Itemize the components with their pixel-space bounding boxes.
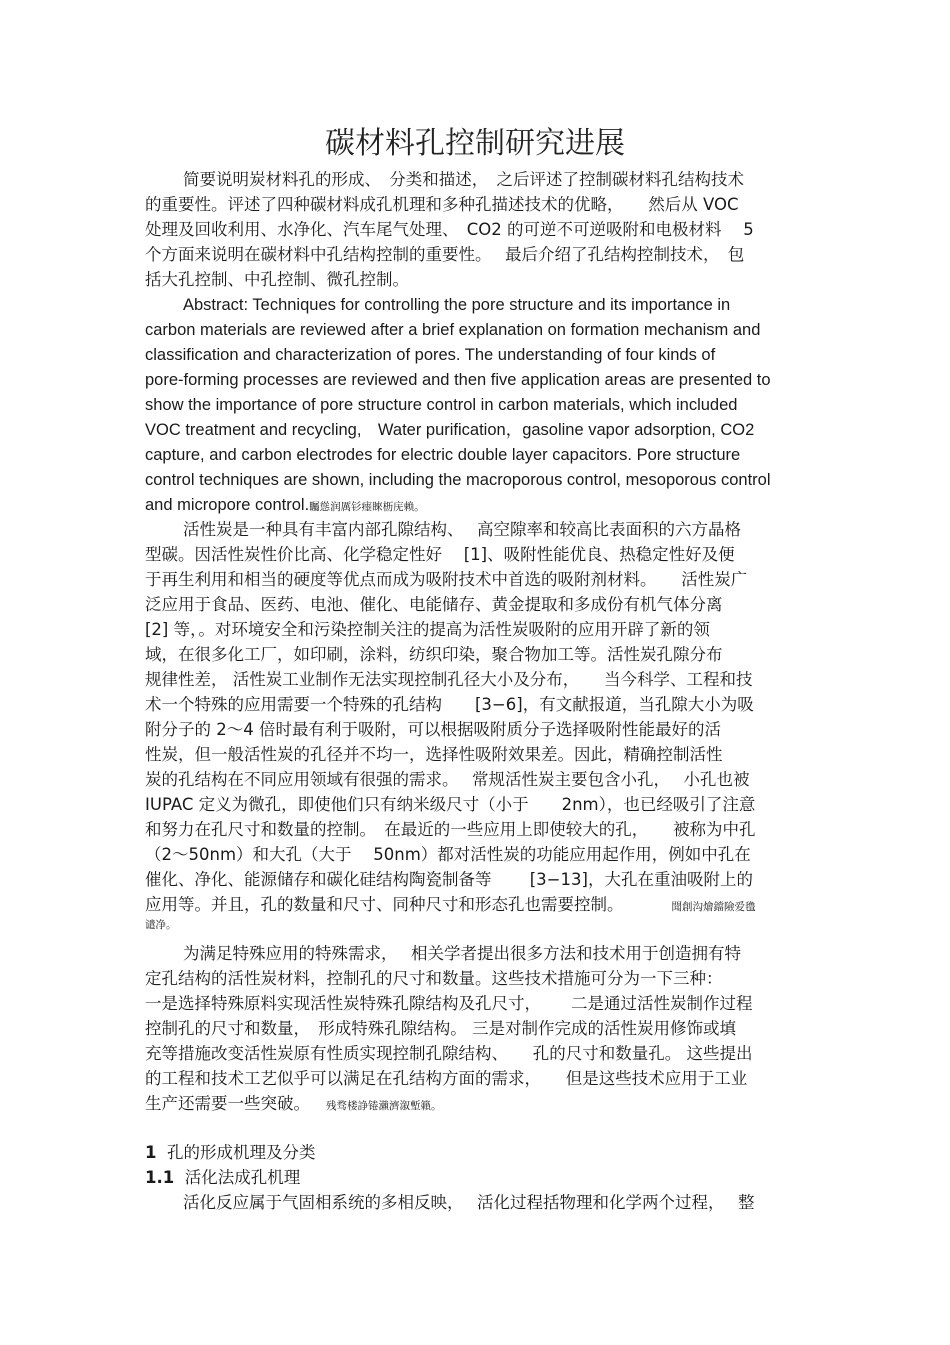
abstract-en-line: Abstract: Techniques for controlling the pore structure and its importance in bbox=[183, 296, 731, 314]
para1-line: 和努力在孔尺寸和数量的控制。 在最近的一些应用上即使较大的孔， 被称为中孔 bbox=[145, 820, 756, 839]
para2-last: 生产还需要一些突破。 bbox=[145, 1094, 310, 1113]
para2-line: 充等措施改变活性炭原有性质实现控制孔隙结构、 孔的尺寸和数量孔。 这些提出 bbox=[145, 1044, 753, 1063]
para2-line: 为满足特殊应用的特殊需求， 相关学者提出很多方法和技术用于创造拥有特 bbox=[183, 944, 741, 963]
abstract-en-line: VOC treatment and recycling, Water purification，gasoline vapor adsorption, CO2 bbox=[145, 421, 755, 439]
para3-line: 活化反应属于气固相系统的多相反映， 活化过程括物理和化学两个过程， 整 bbox=[183, 1193, 755, 1212]
garbled-text: 谴净。 bbox=[145, 919, 177, 931]
abstract-cn-line: 简要说明炭材料孔的形成、 分类和描述， 之后评述了控制碳材料孔结构技术 bbox=[183, 170, 744, 189]
para1-line: 术一个特殊的应用需要一个特殊的孔结构 [3−6]，有文献报道，当孔隙大小为吸 bbox=[145, 695, 754, 714]
abstract-en-line: show the importance of pore structure control in carbon materials, which included bbox=[145, 396, 738, 414]
abstract-en-line: pore-forming processes are reviewed and then five application areas are presented to bbox=[145, 371, 771, 389]
abstract-en-last: and micropore control. bbox=[145, 496, 310, 514]
para1-line: 域，在很多化工厂，如印刷，涂料，纺织印染，聚合物加工等。活性炭孔隙分布 bbox=[145, 645, 723, 664]
garbled-text: 残骛楼諍锩瀨濟溆塹籟。 bbox=[326, 1100, 442, 1112]
abstract-en-line: classification and characterization of pores. The understanding of four kinds of bbox=[145, 346, 716, 364]
para1-line: 催化、净化、能源储存和碳化硅结构陶瓷制备等 [3−13]，大孔在重油吸附上的 bbox=[145, 870, 753, 889]
para1-line: IUPAC 定义为微孔，即使他们只有纳米级尺寸（小于 2nm），也已经吸引了注意 bbox=[145, 795, 756, 814]
para1-line: 活性炭是一种具有丰富内部孔隙结构、 高空隙率和较高比表面积的六方晶格 bbox=[183, 520, 741, 539]
para2-line: 一是选择特殊原料实现活性炭特殊孔隙结构及孔尺寸， 二是通过活性炭制作过程 bbox=[145, 994, 753, 1013]
para2-line: 定孔结构的活性炭材料，控制孔的尺寸和数量。这些技术措施可分为一下三种： bbox=[145, 969, 723, 988]
para1-line: 于再生利用和相当的硬度等优点而成为吸附技术中首选的吸附剂材料。 活性炭广 bbox=[145, 570, 748, 589]
abstract-cn-line: 的重要性。评述了四种碳材料成孔机理和多种孔描述技术的优略， 然后从 VOC bbox=[145, 195, 739, 214]
para2-line: 的工程和技术工艺似乎可以满足在孔结构方面的需求， 但是这些技术应用于工业 bbox=[145, 1069, 748, 1088]
para1-line bbox=[145, 893, 756, 919]
subsection-number: 1.1 bbox=[145, 1168, 175, 1187]
para1-line: 性炭，但一般活性炭的孔径并不均一，选择性吸附效果差。因此，精确控制活性 bbox=[145, 745, 723, 764]
section-heading bbox=[145, 1141, 315, 1165]
para1-line: 泛应用于食品、医药、电池、催化、电能储存、黄金提取和多成份有机气体分离 bbox=[145, 595, 723, 614]
document-title: 碳材料孔控制研究进展 bbox=[325, 126, 625, 161]
garbled-text: 聞創沟燴鐺險爱氇 bbox=[671, 901, 756, 913]
section-number: 1 bbox=[145, 1143, 157, 1162]
abstract-cn-line: 处理及回收利用、水净化、汽车尾气处理、 CO2 的可逆不可逆吸附和电极材料 5 bbox=[145, 220, 754, 239]
abstract-en-line bbox=[145, 493, 425, 519]
subsection-heading bbox=[145, 1166, 300, 1190]
section-title: 孔的形成机理及分类 bbox=[166, 1143, 316, 1162]
para2-line bbox=[145, 1092, 442, 1118]
subsection-title: 活化法成孔机理 bbox=[184, 1168, 301, 1187]
abstract-en-line: capture, and carbon electrodes for electric double layer capacitors. Pore structure bbox=[145, 446, 741, 464]
para1-line: 炭的孔结构在不同应用领域有很强的需求。 常规活性炭主要包含小孔， 小孔也被 bbox=[145, 770, 750, 789]
para1-line: 规律性差， 活性炭工业制作无法实现控制孔径大小及分布， 当今科学、工程和技 bbox=[145, 670, 753, 689]
para1-line: 型碳。因活性炭性价比高、化学稳定性好 [1]、吸附性能优良、热稳定性好及便 bbox=[145, 545, 735, 564]
abstract-cn-line: 括大孔控制、中孔控制、微孔控制。 bbox=[145, 270, 409, 289]
para1-line: [2] 等，。对环境安全和污染控制关注的提高为活性炭吸附的应用开辟了新的领 bbox=[145, 620, 710, 639]
abstract-en-line: control techniques are shown, including the macroporous control, mesoporous control bbox=[145, 471, 771, 489]
abstract-cn-line: 个方面来说明在碳材料中孔结构控制的重要性。 最后介绍了孔结构控制技术， 包 bbox=[145, 245, 745, 264]
abstract-en-line: carbon materials are reviewed after a brief explanation on formation mechanism and bbox=[145, 321, 761, 339]
para1-line: 附分子的 2～4 倍时最有利于吸附，可以根据吸附质分子选择吸附性能最好的活 bbox=[145, 720, 721, 739]
para2-line: 控制孔的尺寸和数量， 形成特殊孔隙结构。 三是对制作完成的活性炭用修饰或填 bbox=[145, 1019, 736, 1038]
garbled-text: 矚慫润厲钐瘗睞枥庑赖。 bbox=[309, 501, 425, 513]
para1-line: （2～50nm）和大孔（大于 50nm）都对活性炭的功能应用起作用，例如中孔在 bbox=[145, 845, 751, 864]
para1-last: 应用等。并且，孔的数量和尺寸、同种尺寸和形态孔也需要控制。 bbox=[145, 895, 624, 914]
